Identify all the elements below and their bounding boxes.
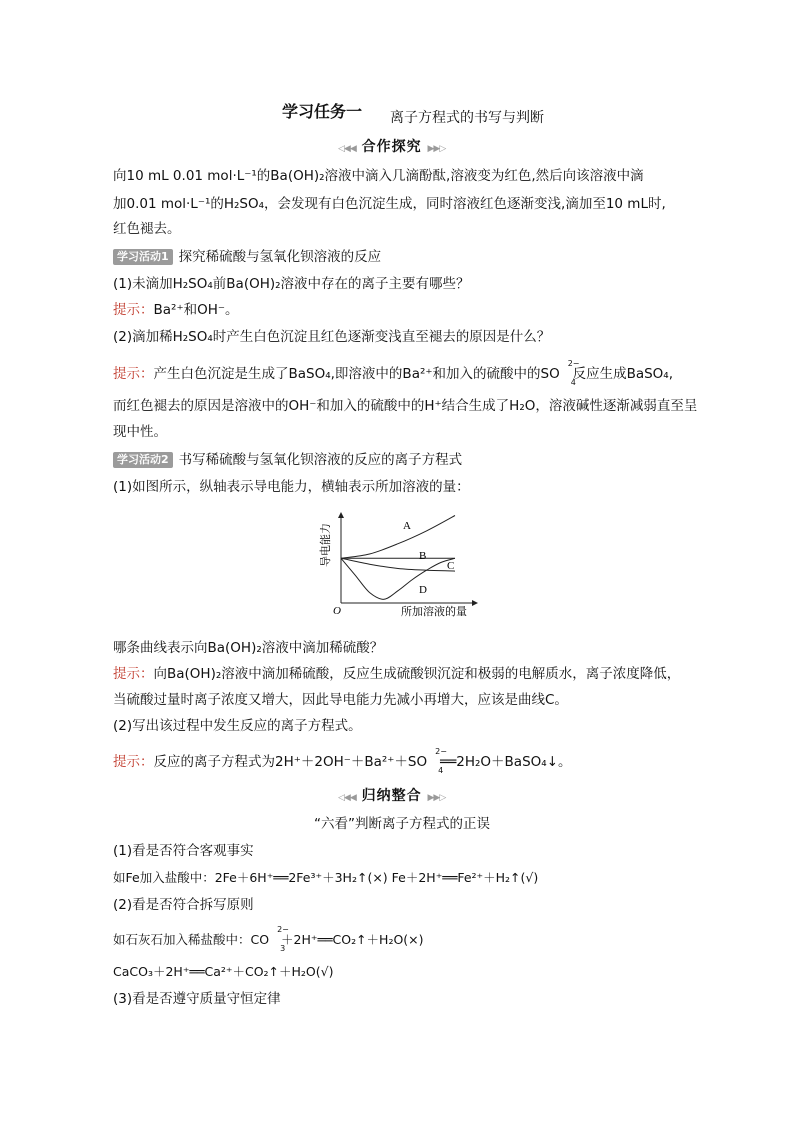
summary-point-2-example-2: CaCO₃＋2H⁺══Ca²⁺＋CO₂↑＋H₂O(√) [113,964,334,979]
left-arrows-icon: ◁◀◀ [338,144,356,154]
activity-2-question-1: (1)如图所示，纵轴表示导电能力，横轴表示所加溶液的量： [113,479,470,495]
section-heading-summary: ◁◀◀ 归纳整合 ▶▶▷ [338,788,446,804]
curve-label-a: A [403,520,411,532]
carbonate-ion-superscript: 2− 3 [277,925,289,953]
section-heading-cooperative: ◁◀◀ 合作探究 ▶▶▷ [338,139,446,155]
task-title: 学习任务一 [282,102,363,121]
activity-2-badge: 学习活动2 [113,452,173,468]
summary-point-3: (3)看是否遵守质量守恒定律 [113,991,281,1007]
conductivity-chart [315,505,485,620]
activity-1-answer-2-line-2: 而红色褪去的原因是溶液中的OH⁻和加入的硫酸中的H⁺结合生成了H₂O，溶液碱性逐渐减弱直至呈 [113,398,698,414]
activity-2-question-2: (2)写出该过程中发生反应的离子方程式。 [113,718,362,734]
intro-line-3: 红色褪去。 [113,221,181,237]
summary-title: “六看”判断离子方程式的正误 [314,816,490,832]
summary-point-1-example: 如Fe加入盐酸中：2Fe＋6H⁺══2Fe³⁺＋3H₂↑(×) Fe＋2H⁺══Fe²⁺＋H₂↑(√) [113,870,539,885]
right-arrows-icon: ▶▶▷ [427,144,446,154]
sulfate-ion-superscript-2: 2− 4 [435,747,447,775]
summary-point-2-example-1: 如石灰石加入稀盐酸中：CO 2− 3 ＋2H⁺══CO₂↑＋H₂O(×) [113,925,424,953]
y-axis-label: 导电能力 [320,523,332,567]
curve-label-d: D [419,584,427,596]
origin-label: O [333,605,341,617]
activity-1-badge: 学习活动1 [113,249,173,265]
x-axis-label: 所加溶液的量 [401,606,467,618]
topic-title: 离子方程式的书写与判断 [390,110,544,126]
activity-1-answer-1: 提示：Ba²⁺和OH⁻。 [113,302,239,318]
right-arrows-icon: ▶▶▷ [427,793,446,803]
summary-point-1: (1)看是否符合客观事实 [113,843,254,859]
activity-1-question-2: (2)滴加稀H₂SO₄时产生白色沉淀且红色逐渐变浅直至褪去的原因是什么？ [113,329,551,345]
intro-line-1: 向10 mL 0.01 mol·L⁻¹的Ba(OH)₂溶液中滴入几滴酚酞,溶液变为红色,然后向该溶液中滴 [113,168,644,184]
left-arrows-icon: ◁◀◀ [338,793,356,803]
intro-line-2: 加0.01 mol·L⁻¹的H₂SO₄，会发现有白色沉淀生成，同时溶液红色逐渐变浅,滴加至10 mL时, [113,196,666,212]
activity-2-question-1b: 哪条曲线表示向Ba(OH)₂溶液中滴加稀硫酸？ [113,640,384,656]
activity-1-heading: 学习活动1 探究稀硫酸与氢氧化钡溶液的反应 [113,247,381,267]
activity-2-heading: 学习活动2 书写稀硫酸与氢氧化钡溶液的反应的离子方程式 [113,450,462,470]
curve-c [341,558,455,599]
activity-2-answer-1-line-1: 提示：向Ba(OH)₂溶液中滴加稀硫酸，反应生成硫酸钡沉淀和极弱的电解质水，离子浓度降低， [113,666,681,682]
curve-label-b: B [419,550,427,562]
activity-1-question-1: (1)未滴加H₂SO₄前Ba(OH)₂溶液中存在的离子主要有哪些？ [113,276,470,292]
summary-point-2: (2)看是否符合拆写原则 [113,897,254,913]
curve-d [341,558,455,571]
activity-2-answer-2: 提示：反应的离子方程式为2H⁺＋2OH⁻＋Ba²⁺＋SO 2− 4 ══2H₂O＋BaSO₄↓。 [113,747,572,775]
curve-label-c: C [447,560,455,572]
activity-2-answer-1-line-2: 当硫酸过量时离子浓度又增大，因此导电能力先减小再增大，应该是曲线C。 [113,692,568,708]
activity-1-answer-2-line-1: 提示：产生白色沉淀是生成了BaSO₄,即溶液中的Ba²⁺和加入的硫酸中的SO 2− 4 反应生成BaSO₄, [113,359,674,387]
activity-1-answer-2-line-3: 现中性。 [113,424,167,440]
sulfate-ion-superscript: 2− 4 [567,359,580,387]
curve-a [341,516,455,559]
